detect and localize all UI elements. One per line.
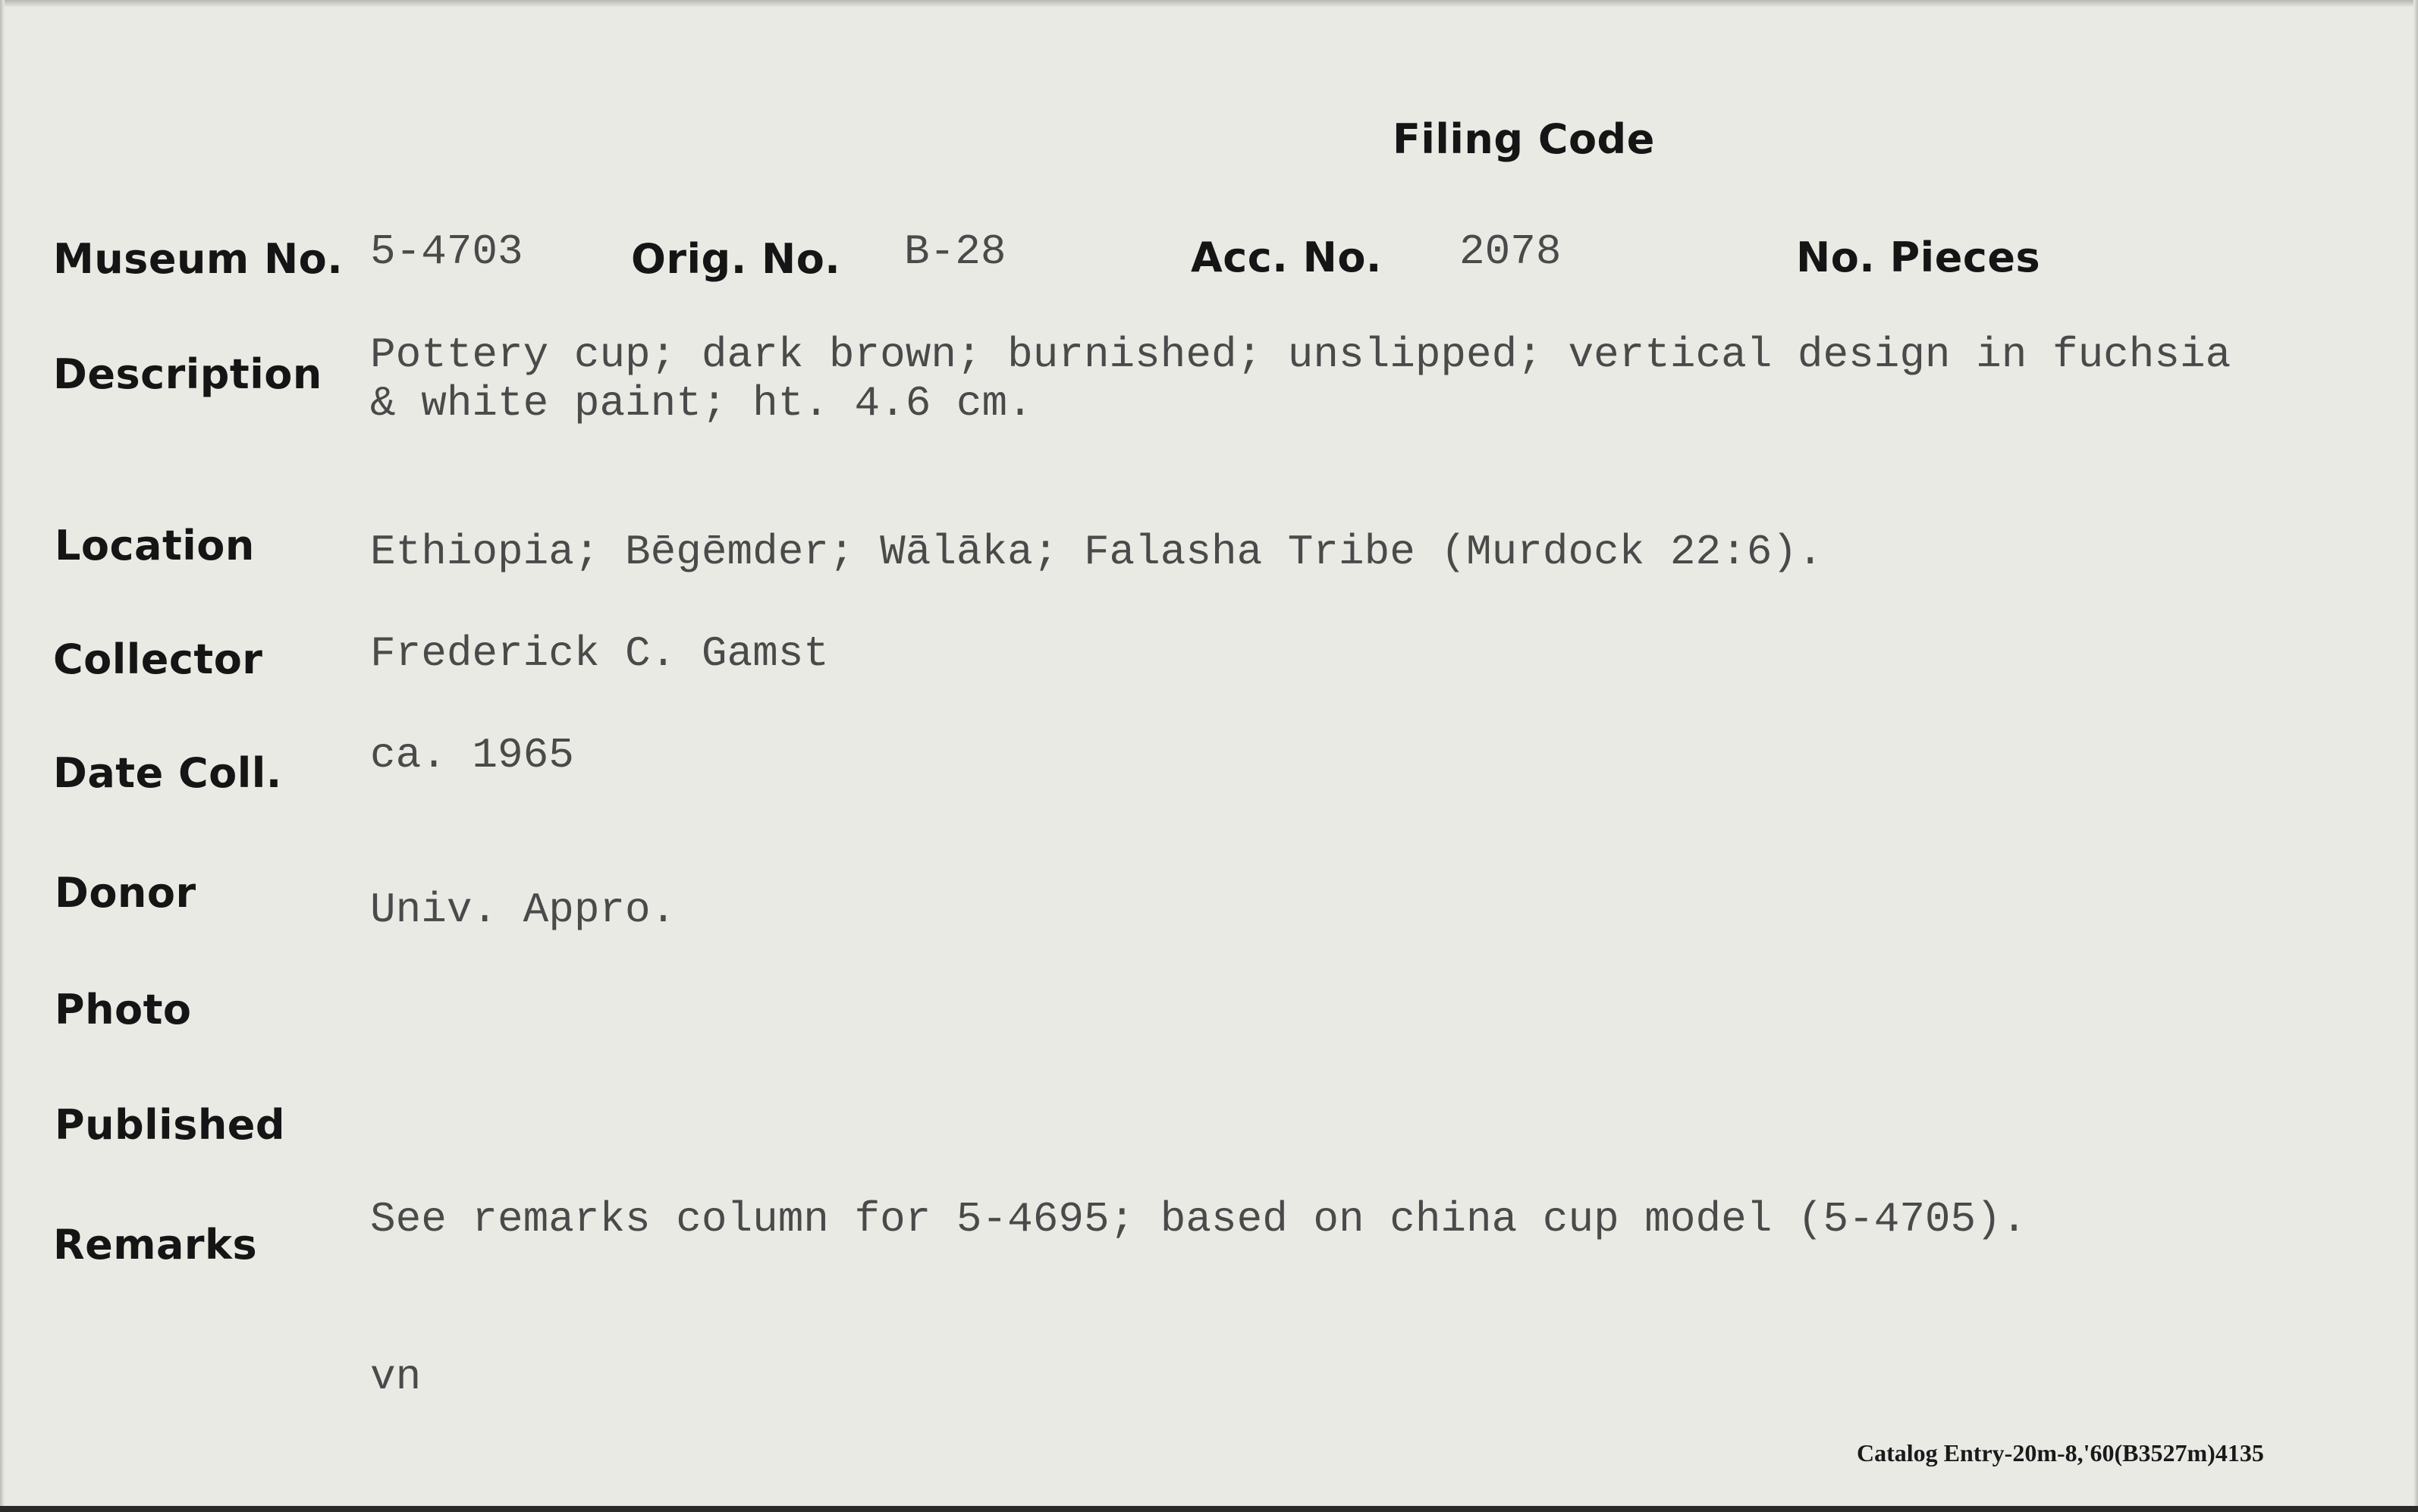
orig-no-value: B-28 [904,227,1006,276]
collector-value: Frederick C. Gamst [370,629,829,678]
card-edge-right [2413,0,2418,1512]
acc-no-label: Acc. No. [1191,234,1382,281]
photo-label: Photo [55,986,192,1034]
date-coll-value: ca. 1965 [370,731,574,780]
orig-no-label: Orig. No. [631,235,841,283]
cataloger-initials: vn [370,1353,422,1401]
card-edge-top [0,0,2418,8]
description-label: Description [53,350,322,398]
description-line-2: & white paint; ht. 4.6 cm. [370,379,1033,428]
remarks-value: See remarks column for 5-4695; based on china cup model (5-4705). [370,1195,2027,1244]
collector-label: Collector [53,635,263,683]
location-value: Ethiopia; Bēgēmder; Wālāka; Falasha Tribe (Murdock 22:6). [370,528,1823,576]
location-label: Location [55,522,255,569]
filing-code-label: Filing Code [1393,115,1655,163]
museum-no-label: Museum No. [53,235,344,283]
card-edge-left [0,0,5,1512]
date-coll-label: Date Coll. [53,749,282,797]
card-footer-printing: Catalog Entry-20m-8,'60(B3527m)4135 [1857,1439,2264,1467]
no-pieces-label: No. Pieces [1796,234,2041,281]
donor-value: Univ. Appro. [370,886,677,934]
card-edge-bottom [0,1506,2418,1512]
acc-no-value: 2078 [1459,227,1562,276]
description-line-1: Pottery cup; dark brown; burnished; unslipped; vertical design in fuchsia [370,331,2231,379]
published-label: Published [55,1101,286,1149]
museum-no-value: 5-4703 [370,227,523,276]
donor-label: Donor [55,869,196,917]
remarks-label: Remarks [53,1221,258,1269]
